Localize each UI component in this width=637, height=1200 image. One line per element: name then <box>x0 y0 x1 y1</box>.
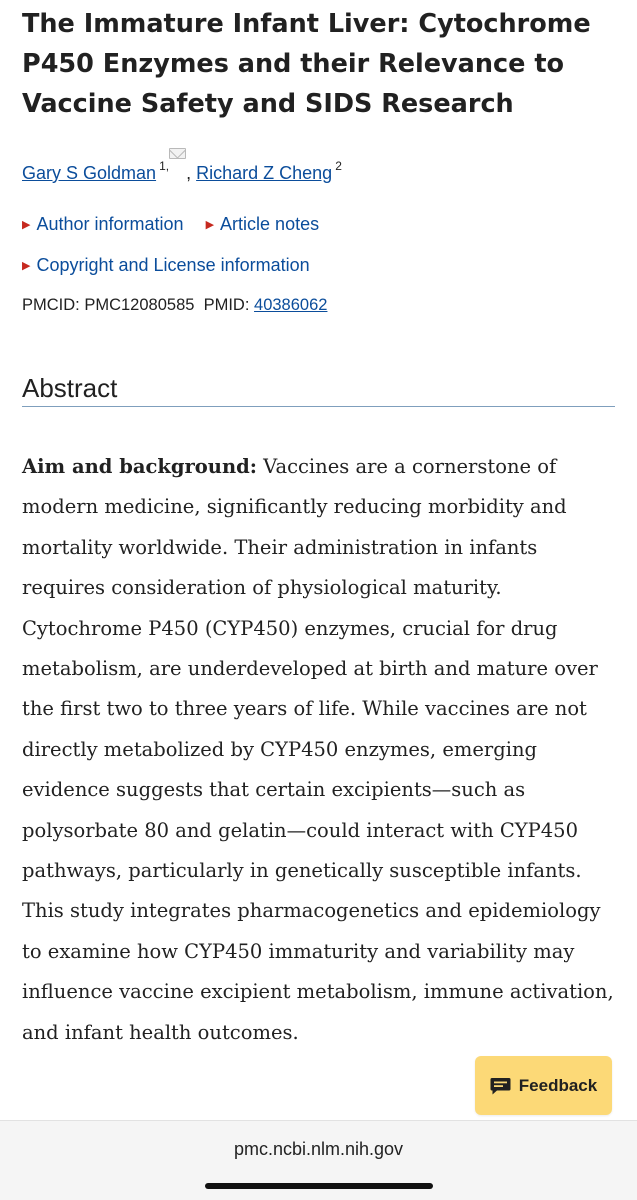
feedback-icon <box>490 1077 511 1094</box>
affiliation-number: 1, <box>159 159 170 173</box>
copyright-row <box>22 252 310 279</box>
triangle-right-icon: ▶ <box>205 219 215 231</box>
abstract-divider <box>22 406 615 407</box>
abstract-paragraph <box>22 447 618 1053</box>
feedback-button[interactable] <box>475 1056 612 1115</box>
article-notes-toggle[interactable]: Article notes <box>220 214 320 234</box>
browser-address-bar <box>0 1120 637 1200</box>
home-indicator[interactable] <box>205 1183 433 1189</box>
pmid-link[interactable]: 40386062 <box>254 296 328 314</box>
mail-icon[interactable] <box>169 148 186 159</box>
pmid-label: PMID: <box>203 296 250 314</box>
pmcid-value: PMC12080585 <box>84 296 195 314</box>
abstract-section-label: Aim and background: <box>22 455 257 478</box>
feedback-label: Feedback <box>518 1075 598 1095</box>
author-list <box>22 148 342 187</box>
abstract-text: Vaccines are a cornerstone of modern medicine, significantly reducing morbidity and mortality worldwide. Their administration in infants requires consideration of physiological maturity. Cytochrome P450 (CYP450) enzymes, crucial for drug metabolism, are underdeveloped at birth and mature over the first two to three years of life. While vaccines are not directly metabolized by CYP450 enzymes, emerging evidence suggests that certain excipients—such as polysorbate 80 and gelatin—could interact with CYP450 pathways, particularly in genetically susceptible infants. This study integrates pharmacogenetics and epidemiology to examine how CYP450 immaturity and variability may influence vaccine excipient metabolism, immune activation, and infant health outcomes. <box>22 455 614 1044</box>
author-link-cheng[interactable]: Richard Z Cheng <box>196 163 333 183</box>
author-separator: , <box>186 163 192 183</box>
author-link-goldman[interactable]: Gary S Goldman <box>22 163 157 183</box>
author-affiliation-sup <box>159 159 186 173</box>
copyright-license-toggle[interactable]: Copyright and License information <box>36 255 310 275</box>
author-affiliation-sup: 2 <box>335 159 342 173</box>
info-links-row <box>22 211 319 238</box>
triangle-right-icon: ▶ <box>22 260 31 272</box>
url-text[interactable]: pmc.ncbi.nlm.nih.gov <box>233 1139 404 1159</box>
triangle-right-icon: ▶ <box>22 219 31 231</box>
article-ids <box>22 292 327 318</box>
author-information-toggle[interactable]: Author information <box>36 214 184 234</box>
abstract-heading: Abstract <box>22 373 118 403</box>
article-title: The Immature Infant Liver: Cytochrome P450 Enzymes and their Relevance to Vaccine Safety and SIDS Research <box>22 9 591 119</box>
pmcid-label: PMCID: <box>22 296 80 314</box>
